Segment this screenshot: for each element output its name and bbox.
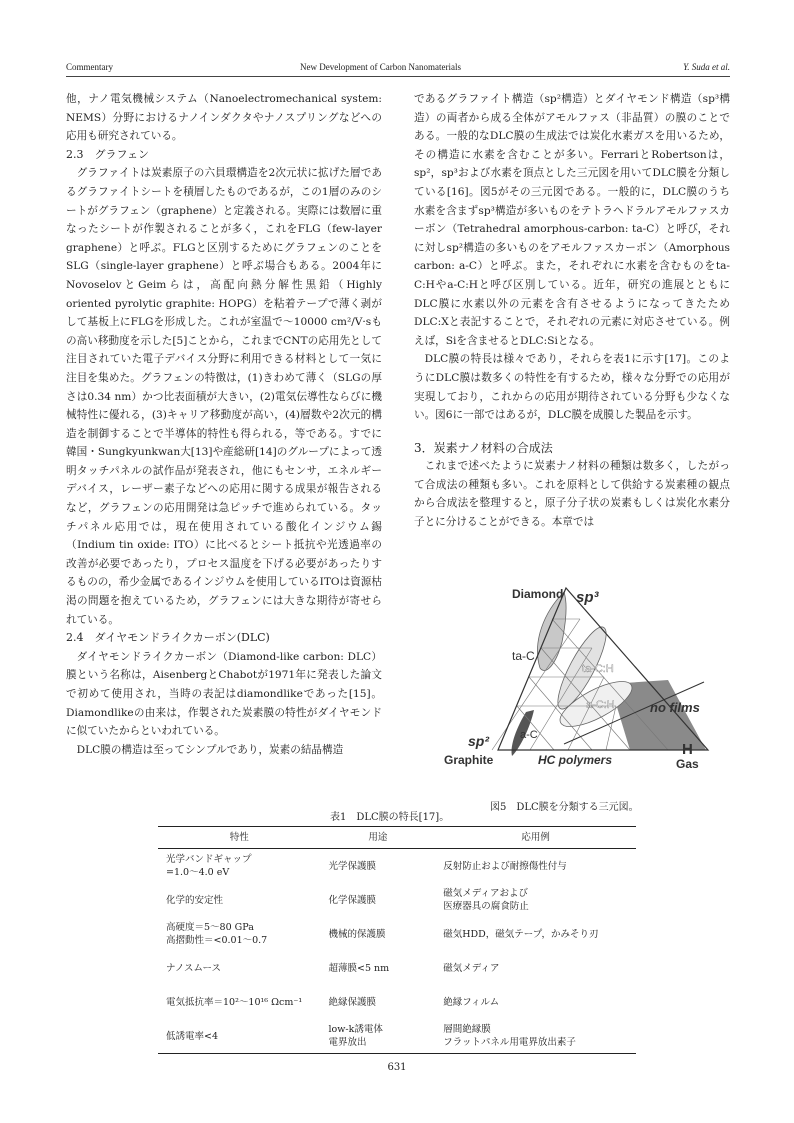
table-cell: 低誘電率<4 <box>158 1019 321 1054</box>
table-cell: ナノスムース <box>166 962 222 974</box>
table-cell: 絶縁フィルム <box>443 996 500 1008</box>
table-row <box>158 917 636 951</box>
label-ta-c: ta-C <box>512 649 535 663</box>
table-cell: 高硬度＝5～80 GPa 高摺動性＝<0.01～0.7 <box>166 922 268 946</box>
table-cell: 磁気HDD，磁気テープ，かみそり刃 <box>443 928 599 940</box>
right-para-2: DLC膜の特長は様々であり，それらを表1に示す[17]。このようにDLC膜は数多くの特性を有するため，様々な分野での応用が実現しており，これからの応用が期待されている分野も少なくない。図6に一部ではあるが，DLC膜を成膜した製品を示す。 <box>414 353 730 422</box>
left-para-graphene: グラファイトは炭素原子の六員環構造を2次元状に拡げた層であるグラファイトシートを積層したものであるが，この1層のみのシートがグラフェン（graphene）と定義される。実際には数層に重なったシートが作製されることが多く，これをFLG（few-layer graphene）と呼ぶ。FLGと区別するためにグラフェンのことをSLG（single-layer graphene）と呼ぶ場合もある。2004年にNovoselovとGeimらは，高配向熱分解性黒鉛（Highly oriented pyrolytic graphite: HOPG）を粘着テープで薄く剥がして基板上にFLGを形成した。これが室温で～10000 cm²/V·sもの高い移動度を示した[5]ことから，これまでCNTの応用先として注目されていた電子デバイス分野に利用できる材料として一気に注目を集めた。グラフェンの特徴は，(1)きわめて薄く（SLGの厚さは0.34 nm）かつ比表面積が大きい，(2)電気伝導性ならびに機械特性に優れる，(3)キャリア移動度が高い，(4)層数や2次元的構造を制御することで半導体的特性も得られる，等である。すでに韓国・Sungkyunkwan大[13]や産総研[14]のグループによって透明タッチパネルの試作品が発表され，他にもセンサ，エネルギーデバイス，レーザー素子などへの応用に関する成果が報告されるなど，グラフェンの応用開発は急ピッチで進められている。タッチパネル応用では，現在使用されている酸化インジウム錫（Indium tin oxide: ITO）に比べるとシート抵抗や光透過率の改善が必要であったり，プロセス温度を下げる必要があったりするものの，希少金属であるインジウムを使用しているITOは資源枯渇の問題を抱えているため，グラフェンには大きな期待が寄せられている。 <box>66 167 382 626</box>
table-header-cell: 応用例 <box>435 827 636 849</box>
table-cell: 光学バンドギャップ =1.0～4.0 eV <box>166 854 252 878</box>
table-row <box>158 883 636 917</box>
table-cell: 磁気メディアおよび 医療器具の腐食防止 <box>443 888 529 912</box>
header-left: Commentary <box>66 62 113 72</box>
figure-5-caption: 図5 DLC膜を分類する三元図。 <box>490 802 639 813</box>
section-heading-graphene: 2.3 グラフェン <box>66 147 149 161</box>
table-cell: 化学保護膜 <box>328 894 377 906</box>
label-a-c-h: a-C:H <box>586 699 615 711</box>
table-row <box>158 985 636 1019</box>
table-cell: 光学保護膜 <box>328 860 377 872</box>
header-rule <box>66 76 730 77</box>
left-para-1: 他，ナノ電気機械システム（Nanoelectromechanical system: NEMS）分野におけるナノインダクタやナノスプリングなどへの応用も研究されている。 <box>66 93 382 143</box>
table-cell: low-k誘電体 電界放出 <box>321 1019 436 1054</box>
left-column <box>66 90 382 759</box>
right-para-3: これまで述べたように炭素ナノ材料の種類は数多く，したがって合成法の種類も多い。これを原料として供給する炭素種の観点から合成法を整理すると，原子分子状の炭素もしくは炭化水素分子とに分けることができる。本章では <box>414 460 730 529</box>
label-sp3: sp³ <box>576 589 599 606</box>
label-hc-polymers: HC polymers <box>538 753 613 767</box>
table-cell: 磁気メディア <box>443 962 500 974</box>
table-header-row <box>158 827 636 849</box>
right-column <box>414 90 730 532</box>
ternary-phase-diagram <box>414 572 730 790</box>
table-row <box>158 951 636 985</box>
table-header-cell: 特性 <box>158 827 321 849</box>
label-a-c: a-C <box>520 729 538 741</box>
right-para-1: であるグラファイト構造（sp²構造）とダイヤモンド構造（sp³構造）の両者から成る全体がアモルファス（非晶質）の膜のことである。一般的なDLC膜の生成法では炭化水素ガスを用いるため，その構造に水素を含むことが多い。FerrariとRobertsonは，sp²，sp³および水素を頂点とした三元図を用いてDLC膜を分類している[16]。図5がその三元図である。一般的に，DLC膜のうち水素を含まずsp³構造が多いものをテトラヘドラルアモルファスカーボン（Tetrahedral amorphous-carbon: ta-C）と呼び，それに対しsp²構造の多いものをアモルファスカーボン（Amorphous carbon: a-C）と呼ぶ。また，それぞれに水素を含むものをta-C:Hやa-C:Hと呼び区別している。近年，研究の進展とともにDLC膜に水素以外の元素を含有させるようになってきたためDLC:Xと表記することで，それぞれの元素に対応させている。例えば，Siを含ませるとDLC:Siとなる。 <box>414 93 730 347</box>
table-1-caption: 表1 DLC膜の特長[17]。 <box>330 812 450 823</box>
table-cell: 絶縁保護膜 <box>328 996 377 1008</box>
label-ta-c-h: ta-C:H <box>582 663 614 675</box>
table-row <box>158 849 636 884</box>
section-heading-synthesis: 3．炭素ナノ材料の合成法 <box>414 440 553 455</box>
page-number: 631 <box>387 1062 407 1073</box>
table-cell: 化学的安定性 <box>166 894 224 906</box>
label-sp2: sp² <box>468 733 489 749</box>
header-center: New Development of Carbon Nanomaterials <box>300 62 461 72</box>
section-heading-dlc: 2.4 ダイヤモンドライクカーボン(DLC) <box>66 631 270 645</box>
label-graphite: Graphite <box>444 753 494 767</box>
label-gas: Gas <box>676 757 699 771</box>
table-cell: 反射防止および耐擦傷性付与 <box>443 860 567 872</box>
dlc-features-table <box>158 826 636 1054</box>
table-cell: 超薄膜<5 nm <box>328 962 390 974</box>
label-diamond: Diamond <box>512 587 564 601</box>
left-para-dlc-2: DLC膜の構造は至ってシンプルであり，炭素の結晶構造 <box>76 743 344 756</box>
table-row <box>158 1019 636 1054</box>
table-cell: 層間絶縁膜 フラットパネル用電界放出素子 <box>435 1019 636 1054</box>
label-h: H <box>682 741 693 758</box>
ta-c-region <box>537 592 566 670</box>
header-right: Y. Suda et al. <box>683 62 730 72</box>
table-cell: 電気抵抗率＝10²～10¹⁶ Ωcm⁻¹ <box>166 996 303 1008</box>
table-cell: 機械的保護膜 <box>328 928 386 940</box>
left-para-dlc-1: ダイヤモンドライクカーボン（Diamond-like carbon: DLC）膜という名称は，AisenbergとChabotが1971年に発表した論文で初めて使用され，当時の表記はdiamondlikeであった[15]。Diamondlikeの由来は，作製された炭素膜の特性がダイヤモンドに似ていたからといわれている。 <box>66 650 382 738</box>
table-header-cell: 用途 <box>321 827 436 849</box>
label-no-films: no films <box>650 700 700 715</box>
